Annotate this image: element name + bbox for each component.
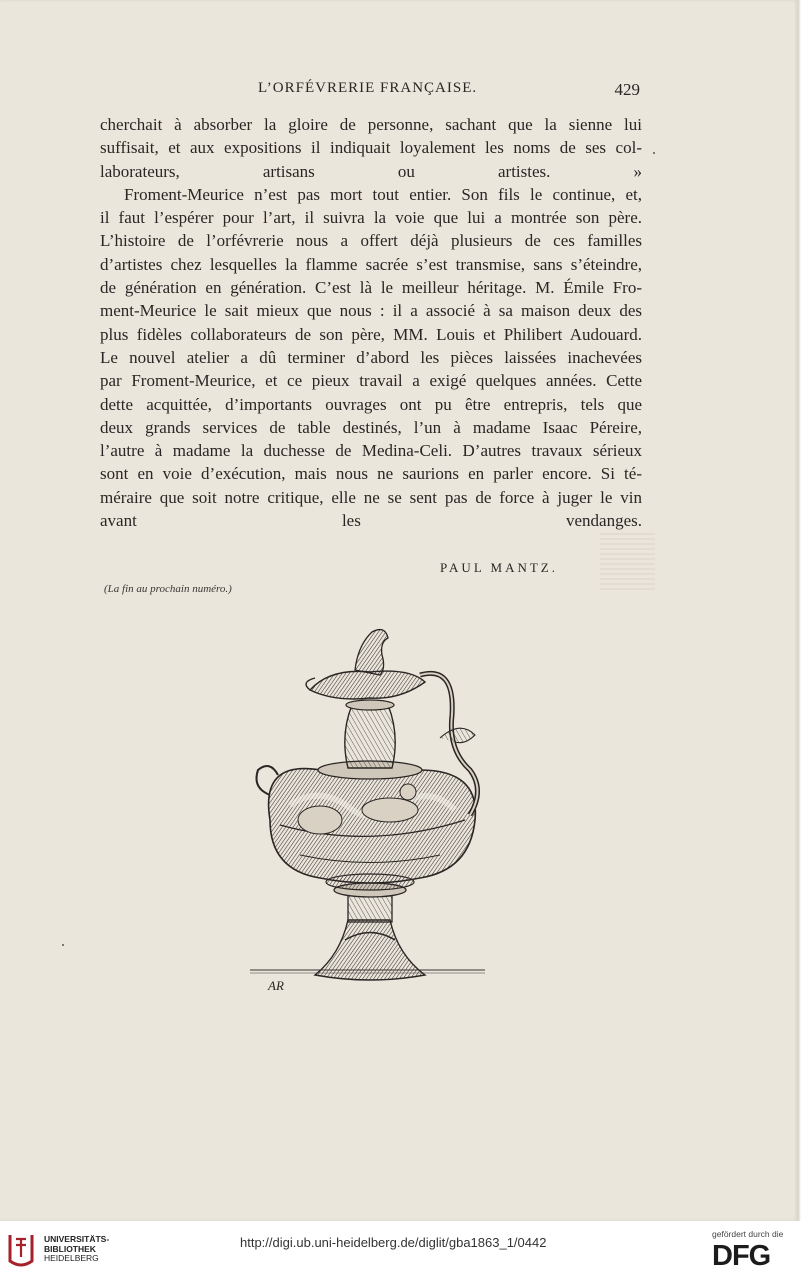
library-name-line: UNIVERSITÄTS- [44,1234,110,1244]
author-signature: PAUL MANTZ. [440,560,558,575]
text-line: laborateurs, artisans ou artistes. » [100,161,642,181]
source-url-link[interactable]: http://digi.ub.uni-heidelberg.de/diglit/gba1863_1/0442 [240,1235,547,1250]
ewer-illustration [240,620,500,1000]
text-line: Froment-Meurice n’est pas mort tout entier. Son fils le continue, et, [124,184,642,204]
text-line: d’artistes chez lesquelles la flamme sacrée s’est transmise, sans s’éteindre, [100,254,642,274]
text-line: de génération en génération. C’est là le meilleur héritage. M. Émile Fro- [100,278,642,298]
running-title: L’ORFÉVRERIE FRANÇAISE. [258,80,478,96]
speck [62,944,64,946]
text-line: deux grands services de table destinés, l’un à madame Isaac Péreire, [100,417,642,437]
text-line: l’autre à madame la duchesse de Medina-Celi. D’autres travaux sérieux [100,441,642,461]
dfg-logo: DFG [712,1240,771,1272]
engraver-monogram: AR [268,978,284,993]
show-through-smudge [600,530,655,590]
funder-caption: gefördert durch die [712,1229,784,1239]
text-line: ment-Meurice le sait mieux que nous : il a associé à sa maison deux des [100,301,642,321]
text-line: L’histoire de l’orfévrerie nous a offert déjà plusieurs de ces familles [100,231,642,251]
text-line: cherchait à absorber la gloire de personne, sachant que la sienne lui [100,115,642,134]
text-line: il faut l’espérer pour l’art, il suivra la voie que lui a montrée son père. [100,208,642,228]
ewer-engraving [240,620,500,1000]
paragraph-1 [100,113,642,183]
page-number: 429 [614,80,640,99]
continuation-note: (La fin au prochain numéro.) [104,583,232,595]
text-line: méraire que soit notre critique, elle ne se sent pas de force à juger le vin [100,487,642,507]
article-body [100,113,642,532]
viewer-footer [0,1221,801,1278]
text-line: sont en voie d’exécution, mais nous ne saurions en parler encore. Si té- [100,464,642,484]
library-name [44,1235,109,1264]
text-line: suffisait, et aux expositions il indiquait loyalement les noms de ses col- [100,138,642,158]
library-logo-icon [6,1231,36,1269]
text-line: avant les vendanges. [100,511,642,531]
text-line: par Froment-Meurice, et ce pieux travail a exigé quelques années. Cette [100,371,642,391]
text-line: Le nouvel atelier a dû terminer d’abord les pièces laissées inachevées [100,347,642,367]
text-line: plus fidèles collaborateurs de son père, MM. Louis et Philibert Audouard. [100,324,642,344]
running-header [100,80,642,104]
library-name-line: HEIDELBERG [44,1253,99,1263]
text-line: dette acquittée, d’importants ouvrages ont pu être entrepris, tels que [100,394,642,414]
library-name-line: BIBLIOTHEK [44,1243,96,1254]
speck [653,152,655,154]
paragraph-2 [100,183,642,532]
